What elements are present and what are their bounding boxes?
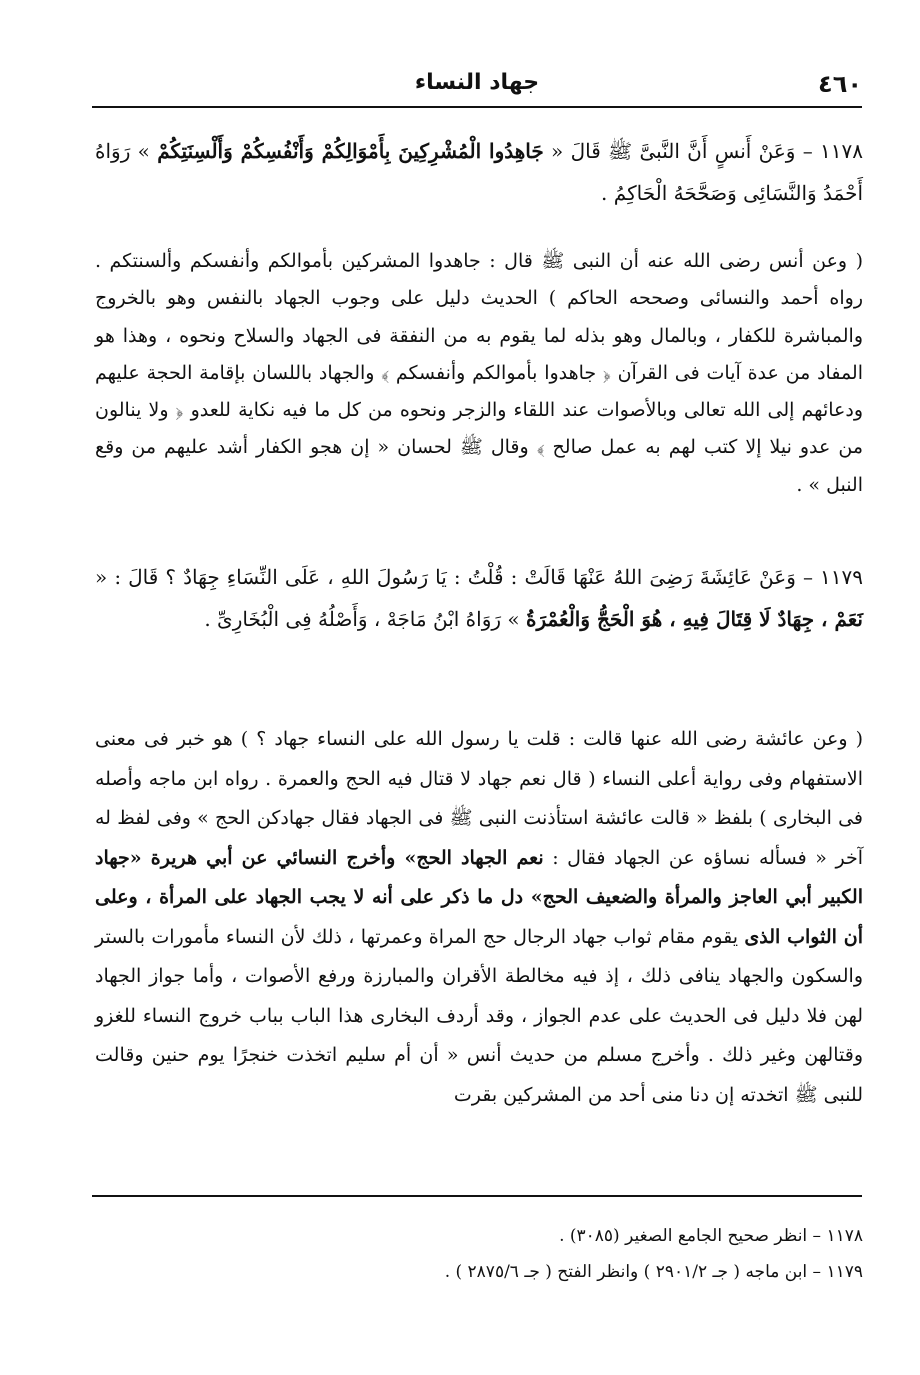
footnotes	[95, 1218, 863, 1290]
footnote-divider	[92, 1195, 862, 1197]
page-header	[92, 66, 862, 108]
hadith-1179-quote: نَعَمْ ، جِهَادٌ لَا قِتَالَ فِيهِ ، هُوَ الْحَجُّ وَالْعُمْرَةُ	[525, 607, 863, 631]
commentary-1179-part2: يقوم مقام ثواب جهاد الرجال حج المراة وعمرتها ، ذلك لأن النساء مأمورات بالستر والسكون والجهاد ينافى ذلك ، إذ فيه مخالطة الأقران والمبارزة ورفع الأصوات ، وأما جواز الجهاد لهن فلا دليل فى الحديث على عدم الجواز ، وقد أردف البخارى هذا الباب بباب خروج النساء للغزو وقتالهن وغير ذلك . وأخرج مسلم من حديث أنس « أن أم سليم اتخذت خنجرًا يوم حنين وقالت للنبى ﷺ اتخدته إن دنا منى أحد من المشركين بقرت	[95, 925, 863, 1106]
footnote-1179: ١١٧٩ – ابن ماجه ( جـ ٢٩٠١/٢ ) وانظر الفتح ( جـ ٢٨٧٥/٦ ) .	[444, 1262, 863, 1282]
hadith-1178-intro: ١١٧٨ – وَعَنْ أَنسٍ أَنَّ النَّبىَّ ﷺ قَالَ «	[551, 139, 864, 163]
hadith-1178-quote: جَاهِدُوا الْمُشْرِكِينَ بِأَمْوَالِكُمْ وَأَنْفُسِكُمْ وَأَلْسِنَتِكُمْ	[157, 139, 544, 163]
hadith-1178-outro: » رَوَاهُ أَحْمَدُ وَالنَّسَائِى وَصَحَّحَهُ الْحَاكِمُ .	[95, 139, 863, 205]
hadith-1179-intro: ١١٧٩ – وَعَنْ عَائِشَةَ رَضِىَ اللهُ عَنْهَا قَالَتْ : قُلْتُ : يَا رَسُولَ اللهِ ، عَلَى النِّسَاءِ جِهَادٌ ؟ قَالَ : «	[95, 565, 863, 589]
hadith-1179-outro: » رَوَاهُ ابْنُ مَاجَهْ ، وَأَصْلُهُ فِى الْبُخَارِىِّ .	[204, 607, 520, 631]
footnote-1178: ١١٧٨ – انظر صحيح الجامع الصغير (٣٠٨٥) .	[559, 1226, 863, 1246]
running-title: جهاد النساء	[414, 70, 540, 95]
hadith-1179	[95, 556, 863, 640]
hadith-1178	[95, 130, 863, 214]
commentary-1179	[95, 720, 863, 1115]
commentary-1179-bold: نعم الجهاد الحج» وأخرج النسائي عن أبي هريرة «جهاد الكبير أبي العاجز والمرأة والضعيف الحج» دل ما ذكر على أنه لا يجب الجهاد على المرأة ، وعلى أن الثواب الذى	[95, 846, 863, 948]
page-number: ٤٦٠	[818, 70, 862, 98]
commentary-1179-part1: ( وعن عائشة رضى الله عنها قالت : قلت يا رسول الله على النساء جهاد ؟ ) هو خبر فى معنى الاستفهام وفى رواية أعلى النساء ( قال نعم جهاد لا قتال فيه الحج والعمرة . رواه ابن ماجه وأصله فى البخارى ) بلفظ « قالت عائشة استأذنت النبى ﷺ فى الجهاد فقال جهادكن الحج » وفى لفظ له آخر « فسأله نساؤه عن الجهاد فقال :	[95, 728, 863, 869]
commentary-1178: ( وعن أنس رضى الله عنه أن النبى ﷺ قال : جاهدوا المشركين بأموالكم وأنفسكم وألسنتكم . رواه أحمد والنسائى وصححه الحاكم ) الحديث دليل على وجوب الجهاد بالنفس وهو بالخروج والمباشرة للكفار ، وبالمال وهو بذله لما يقوم به من النفقة فى الجهاد والسلاح ونحوه ، وهذا هو المفاد من عدة آيات فى القرآن ﴿ جاهدوا بأموالكم وأنفسكم ﴾ والجهاد باللسان بإقامة الحجة عليهم ودعائهم إلى الله تعالى وبالأصوات عند اللقاء والزجر ونحوه من كل ما فيه نكاية للعدو ﴿ ولا ينالون من عدو نيلا إلا كتب لهم به عمل صالح ﴾ وقال ﷺ لحسان « إن هجو الكفار أشد عليهم من وقع النبل » .	[95, 250, 863, 496]
